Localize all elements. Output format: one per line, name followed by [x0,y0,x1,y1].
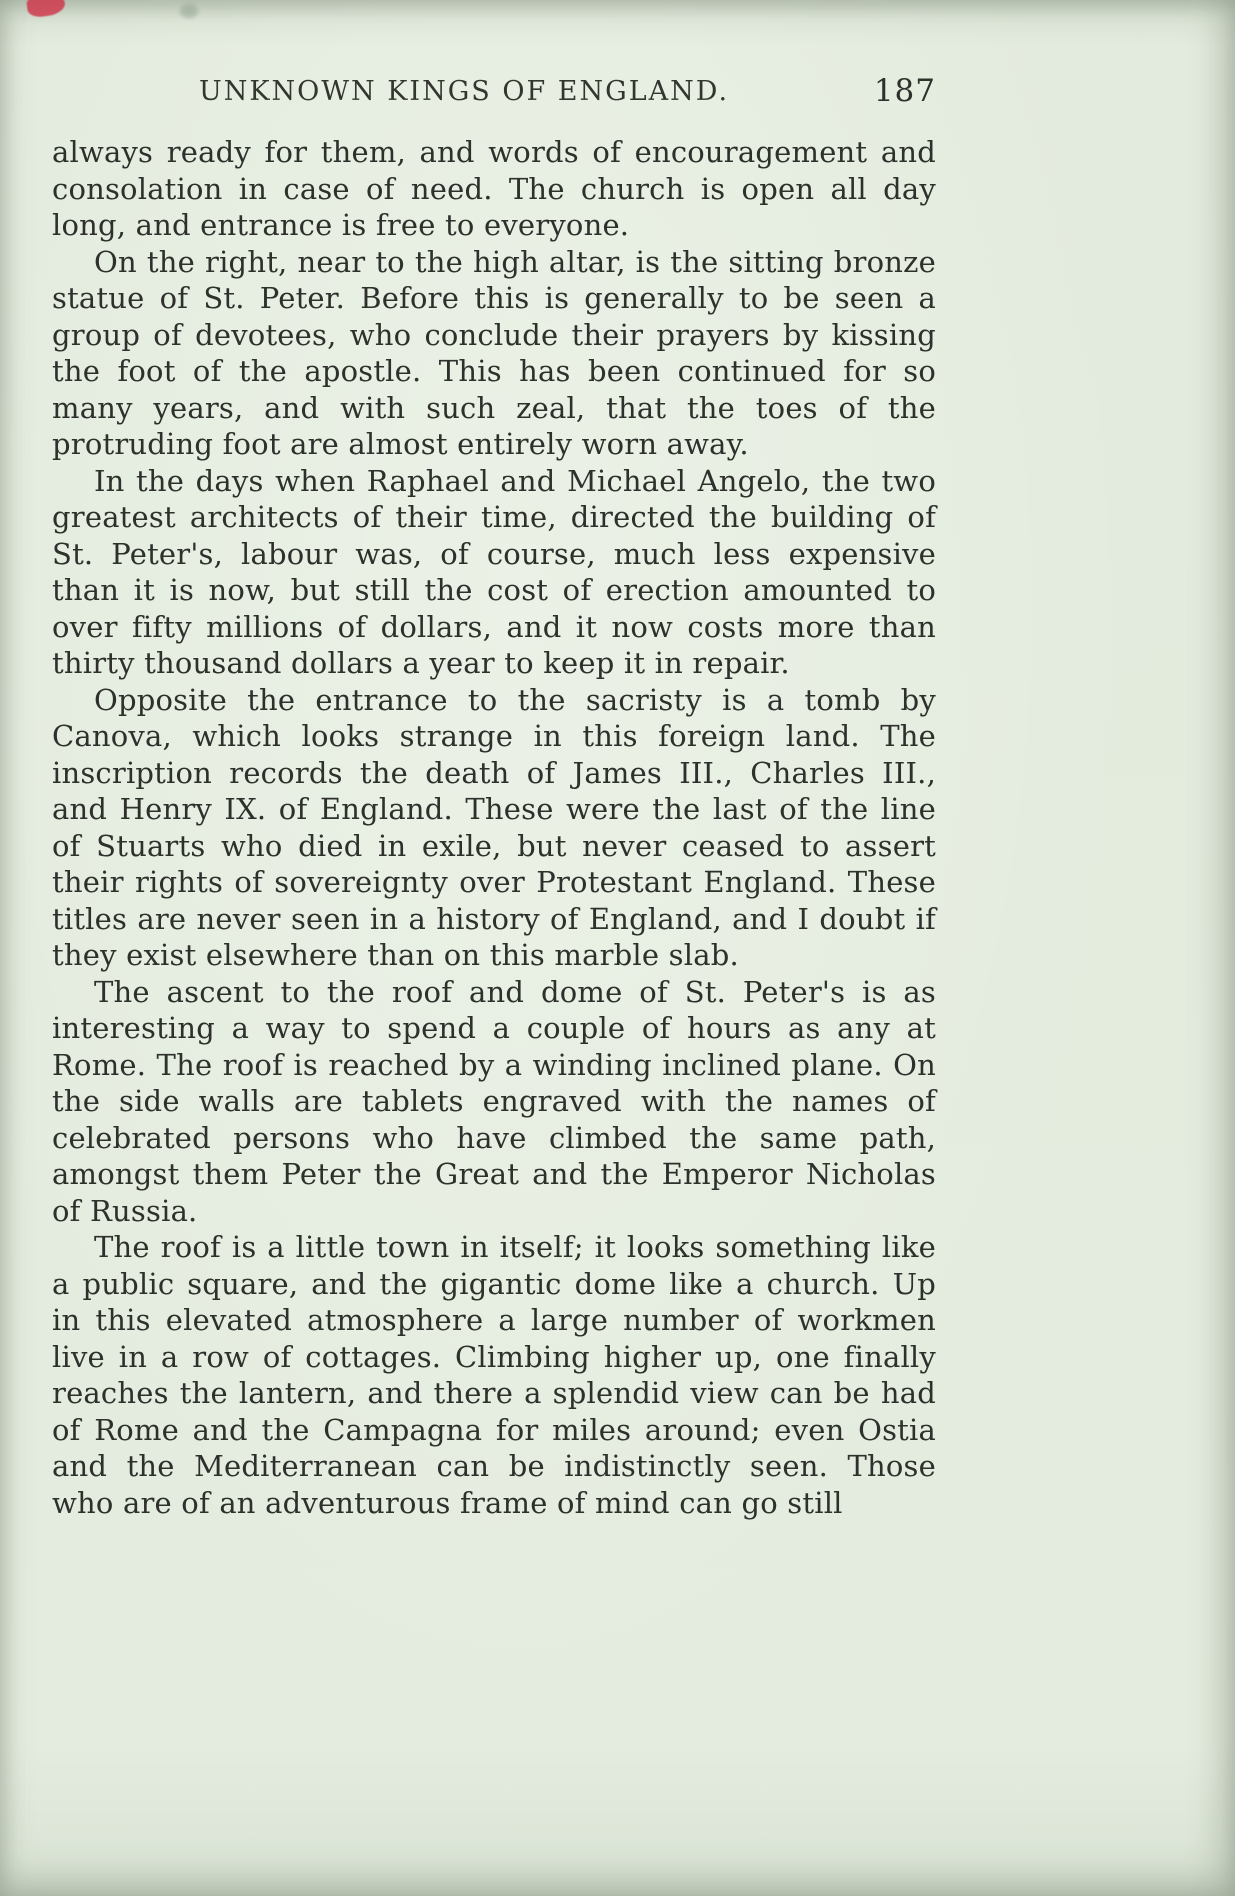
body-paragraph: On the right, near to the high altar, is the sitting bronze statue of St. Peter. Before this is generally to be seen a group of devotees, who conclude their prayers by kissing the foot of the apostle. This has been continued for so many years, and with such zeal, that the toes of the protruding foot are almost entirely worn away. [52,244,936,461]
red-ink-mark [26,0,67,19]
body-paragraph: In the days when Raphael and Michael Angelo, the two greatest architects of their time, directed the building of St. Peter's, labour was, of course, much less expensive than it is now, but still the cost of erection amounted to over fifty millions of dollars, and it now costs more than thirty thousand dollars a year to keep it in repair. [52,463,936,680]
body-paragraph: The roof is a little town in itself; it looks something like a public square, and the gigantic dome like a church. Up in this elevated atmosphere a large number of workmen live in a row of cottages. Climbing higher up, one finally reaches the lantern, and there a splendid view can be had of Rome and the Campagna for miles around; even Ostia and the Mediterranean can be indistinctly seen. Those who are of an adventurous frame of mind can go still [52,1230,936,1520]
body-text [52,134,936,1521]
page-number: 187 [873,73,936,109]
running-header [52,73,936,116]
running-header-title: UNKNOWN KINGS OF ENGLAND. [198,76,730,107]
body-paragraph: The ascent to the roof and dome of St. Peter's is as interesting a way to spend a couple of hours as any at Rome. The roof is reached by a winding inclined plane. On the side walls are tablets engraved with the names of celebrated persons who have climbed the same path, amongst them Peter the Great and the Emperor Nicholas of Russia. [52,974,936,1228]
body-paragraph: Opposite the entrance to the sacristy is a tomb by Canova, which looks strange in this foreign land. The inscription records the death of James III., Charles III., and Henry IX. of England. These were the last of the line of Stuarts who died in exile, but never ceased to assert their rights of sovereignty over Protestant England. These titles are never seen in a history of England, and I doubt if they exist elsewhere than on this marble slab. [52,682,936,972]
smudge-mark [180,4,198,18]
body-paragraph: always ready for them, and words of encouragement and consolation in case of need. The church is open all day long, and entrance is free to everyone. [52,135,936,242]
